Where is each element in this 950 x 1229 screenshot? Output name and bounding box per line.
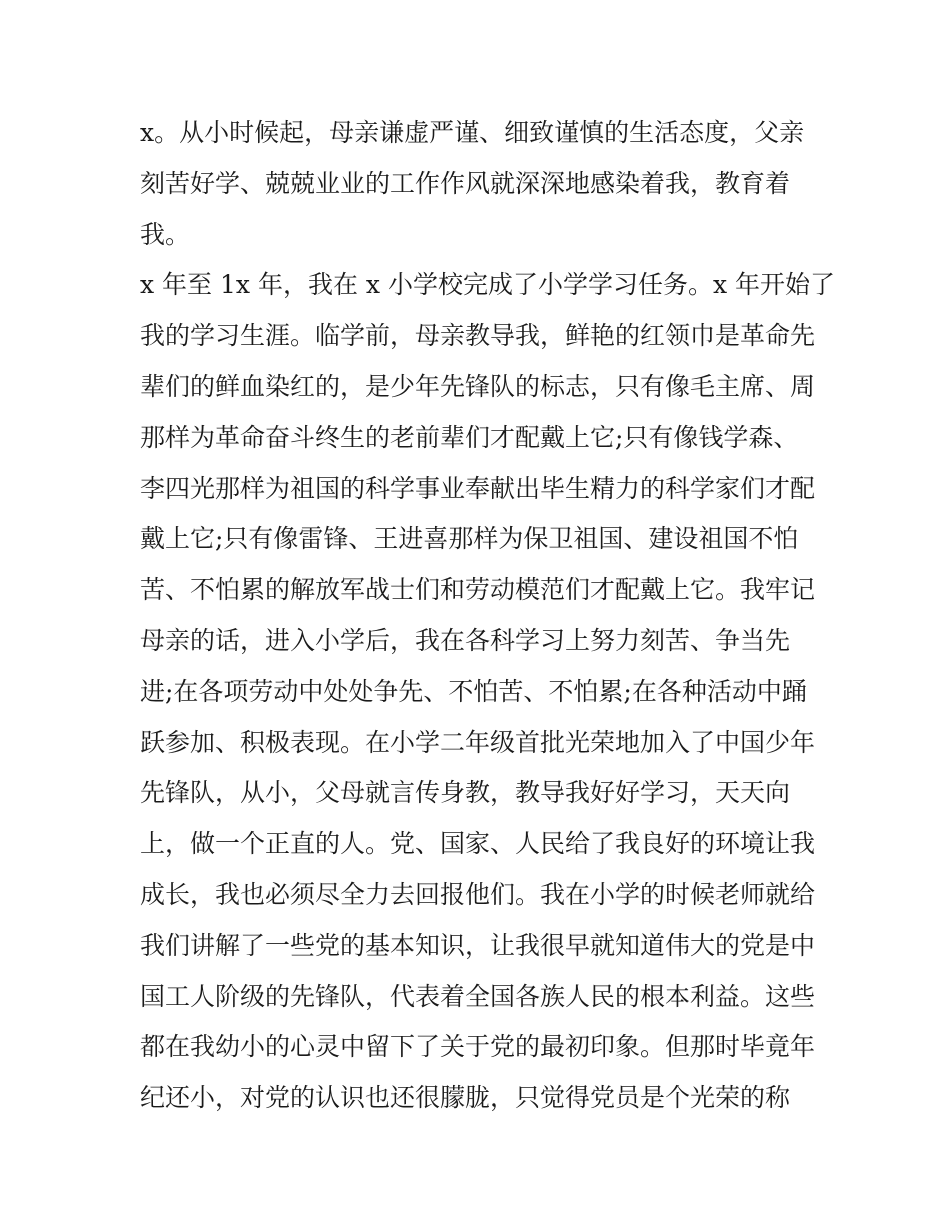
text-line: x 年至 1x 年，我在 x 小学校完成了小学学习任务。x 年开始了	[140, 270, 835, 300]
body-text	[140, 108, 835, 1124]
text-line: 李四光那样为祖国的科学事业奉献出毕生精力的科学家们才配	[140, 473, 816, 503]
text-line: 国工人阶级的先锋队，代表着全国各族人民的根本利益。这些	[140, 981, 816, 1011]
text-line: 我们讲解了一些党的基本知识，让我很早就知道伟大的党是中	[140, 930, 816, 960]
text-line: 那样为革命奋斗终生的老前辈们才配戴上它;只有像钱学森、	[140, 422, 799, 452]
text-line: x。从小时候起，母亲谦虚严谨、细致谨慎的生活态度，父亲	[140, 118, 805, 147]
text-line: 辈们的鲜血染红的，是少年先锋队的标志，只有像毛主席、周	[140, 371, 816, 401]
text-line: 苦、不怕累的解放军战士们和劳动模范们才配戴上它。我牢记	[140, 575, 816, 605]
text-line: 我的学习生涯。临学前，母亲教导我，鲜艳的红领巾是革命先	[140, 321, 816, 351]
text-line: 纪还小，对党的认识也还很朦胧，只觉得党员是个光荣的称	[140, 1083, 791, 1113]
text-line: 我。	[140, 219, 191, 249]
text-line: 母亲的话，进入小学后，我在各科学习上努力刻苦、争当先	[140, 625, 791, 655]
text-line: 戴上它;只有像雷锋、王进喜那样为保卫祖国、建设祖国不怕	[140, 524, 799, 554]
text-line: 进;在各项劳动中处处争先、不怕苦、不怕累;在各种活动中踊	[140, 676, 807, 706]
text-line: 先锋队，从小，父母就言传身教，教导我好好学习，天天向	[140, 778, 791, 808]
text-line: 都在我幼小的心灵中留下了关于党的最初印象。但那时毕竟年	[140, 1032, 816, 1062]
text-line: 跃参加、积极表现。在小学二年级首批光荣地加入了中国少年	[140, 727, 816, 757]
text-line: 上，做一个正直的人。党、国家、人民给了我良好的环境让我	[140, 829, 816, 859]
text-line: 刻苦好学、兢兢业业的工作作风就深深地感染着我，教育着	[140, 168, 791, 198]
text-line: 成长，我也必须尽全力去回报他们。我在小学的时候老师就给	[140, 879, 816, 909]
